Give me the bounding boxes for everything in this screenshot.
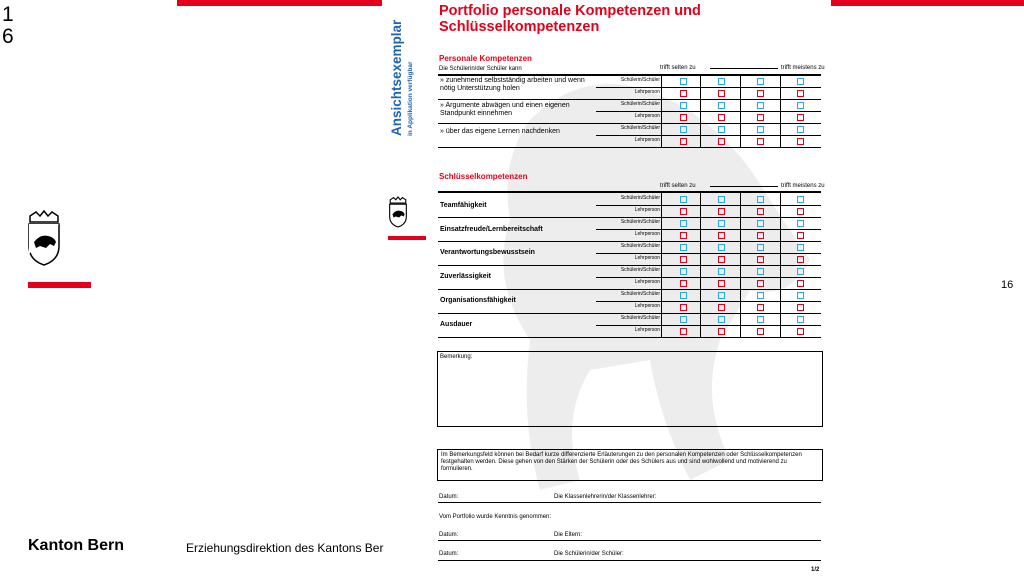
scale-right-label: trifft meistens zu [781, 65, 825, 71]
sig-date-2: Datum: [439, 532, 459, 538]
key-row-3-teacher-label: Lehrperson [634, 255, 660, 261]
sig-date-3: Datum: [439, 551, 459, 557]
personal-row-3-student-checkbox-4[interactable] [797, 126, 804, 133]
key-row-6-teacher-checkbox-4[interactable] [797, 328, 804, 335]
personal-row-2-teacher-label: Lehrperson [634, 113, 660, 119]
key-row-5-teacher-label: Lehrperson [634, 303, 660, 309]
personal-row-1-student-divider [596, 87, 821, 88]
personal-item-3: » über das eigene Lernen nachdenken [440, 128, 560, 135]
personal-row-3-student-divider [596, 135, 821, 136]
personal-item-1: » zunehmend selbstständig arbeiten und wenn nötig Unterstützung holen [440, 77, 585, 92]
key-row-3-teacher-checkbox-3[interactable] [757, 256, 764, 263]
personal-item-2: » Argumente abwägen und einen eigenen Standpunkt einnehmen [440, 102, 570, 117]
key-row-6-student-checkbox-3[interactable] [757, 316, 764, 323]
sig-line-1 [438, 502, 821, 503]
personal-row-3-teacher-checkbox-3[interactable] [757, 138, 764, 145]
key-row-1-student-checkbox-4[interactable] [797, 196, 804, 203]
key-row-1-student-checkbox-2[interactable] [718, 196, 725, 203]
key-row-3-teacher-checkbox-2[interactable] [718, 256, 725, 263]
key-row-5-separator [438, 313, 821, 314]
key-row-5-student-divider [596, 301, 821, 302]
key-row-3-student-label: Schülerin/Schüler [620, 243, 660, 249]
key-row-1-teacher-label: Lehrperson [634, 207, 660, 213]
key-row-4-student-checkbox-2[interactable] [718, 268, 725, 275]
key-row-5-student-checkbox-3[interactable] [757, 292, 764, 299]
key-item-6: Ausdauer [440, 321, 473, 328]
personal-heading: Personale Kompetenzen [439, 54, 532, 63]
personal-row-2-student-checkbox-2[interactable] [718, 102, 725, 109]
key-column-line-3 [740, 193, 741, 337]
key-item-1: Teamfähigkeit [440, 202, 487, 209]
watermark-main: Ansichtsexemplar [389, 19, 404, 136]
logo-red-bar [28, 282, 91, 288]
key-row-4-student-checkbox-1[interactable] [680, 268, 687, 275]
key-row-2-student-label: Schülerin/Schüler [620, 219, 660, 225]
sig-date-1: Datum: [439, 494, 459, 500]
watermark-vertical [388, 8, 416, 136]
key-row-1-student-checkbox-1[interactable] [680, 196, 687, 203]
personal-row-2-student-checkbox-4[interactable] [797, 102, 804, 109]
key-row-1-teacher-checkbox-2[interactable] [718, 208, 725, 215]
key-row-6-teacher-checkbox-1[interactable] [680, 328, 687, 335]
personal-row-2-teacher-checkbox-2[interactable] [718, 114, 725, 121]
personal-row-1-student-checkbox-4[interactable] [797, 78, 804, 85]
key-row-4-separator [438, 289, 821, 290]
personal-row-2-separator [438, 123, 821, 124]
key-top-rule [438, 191, 821, 193]
key-row-3-teacher-checkbox-1[interactable] [680, 256, 687, 263]
key-row-1-teacher-checkbox-3[interactable] [757, 208, 764, 215]
key-row-5-student-checkbox-1[interactable] [680, 292, 687, 299]
personal-row-1-separator [438, 99, 821, 100]
key-row-2-separator [438, 241, 821, 242]
key-row-4-teacher-label: Lehrperson [634, 279, 660, 285]
sig-parents: Die Eltern: [554, 532, 583, 538]
key-row-3-student-checkbox-1[interactable] [680, 244, 687, 251]
key-row-6-student-divider [596, 325, 821, 326]
personal-column-line-2 [700, 75, 701, 147]
sig-teacher: Die Klassenlehrerin/der Klassenlehrer: [554, 494, 657, 500]
footer-org: Kanton Bern [28, 537, 124, 554]
key-row-3-teacher-checkbox-4[interactable] [797, 256, 804, 263]
personal-row-1-teacher-checkbox-2[interactable] [718, 90, 725, 97]
personal-row-3-student-checkbox-2[interactable] [718, 126, 725, 133]
small-logo-red-bar [388, 236, 426, 240]
scale-left-label: trifft selten zu [660, 65, 696, 71]
key-column-line-4 [780, 193, 781, 337]
remark-label: Bemerkung: [440, 354, 473, 360]
key-row-2-student-divider [596, 229, 821, 230]
sig-line-3 [438, 560, 821, 561]
key-row-1-student-checkbox-3[interactable] [757, 196, 764, 203]
key-row-2-student-checkbox-4[interactable] [797, 220, 804, 227]
key-row-2-student-checkbox-3[interactable] [757, 220, 764, 227]
personal-row-2-teacher-checkbox-4[interactable] [797, 114, 804, 121]
personal-column-line-1 [661, 75, 662, 147]
key-row-5-student-label: Schülerin/Schüler [620, 291, 660, 297]
personal-row-1-student-label: Schülerin/Schüler [620, 77, 660, 83]
key-scale-left-label: trifft selten zu [660, 183, 696, 189]
document-title: Portfolio personale Kompetenzen und Schlüsselkompetenzen [439, 3, 701, 35]
key-row-3-student-checkbox-3[interactable] [757, 244, 764, 251]
key-scale-arrow [710, 186, 778, 187]
sig-noted: Vom Portfolio wurde Kenntnis genommen: [439, 514, 552, 520]
personal-row-2-student-checkbox-1[interactable] [680, 102, 687, 109]
personal-row-2-teacher-checkbox-1[interactable] [680, 114, 687, 121]
slide-number: 16 [2, 3, 14, 48]
key-item-4: Zuverlässigkeit [440, 273, 491, 280]
key-row-1-teacher-checkbox-4[interactable] [797, 208, 804, 215]
key-row-4-student-checkbox-4[interactable] [797, 268, 804, 275]
key-row-1-student-divider [596, 205, 821, 206]
key-row-2-teacher-label: Lehrperson [634, 231, 660, 237]
bern-coat-of-arms-small-icon [388, 196, 408, 228]
personal-row-1-teacher-label: Lehrperson [634, 89, 660, 95]
key-row-5-teacher-checkbox-1[interactable] [680, 304, 687, 311]
remark-box[interactable] [437, 351, 823, 427]
key-row-6-teacher-checkbox-3[interactable] [757, 328, 764, 335]
key-row-3-student-checkbox-4[interactable] [797, 244, 804, 251]
key-row-6-student-checkbox-4[interactable] [797, 316, 804, 323]
key-heading: Schlüsselkompetenzen [439, 172, 528, 181]
key-row-5-student-checkbox-4[interactable] [797, 292, 804, 299]
personal-row-1-student-checkbox-1[interactable] [680, 78, 687, 85]
key-row-4-teacher-checkbox-3[interactable] [757, 280, 764, 287]
footer-dept: Erziehungsdirektion des Kantons Ber [186, 541, 384, 555]
key-row-4-teacher-checkbox-4[interactable] [797, 280, 804, 287]
personal-row-3-teacher-checkbox-4[interactable] [797, 138, 804, 145]
scale-arrow [710, 68, 778, 69]
key-row-2-student-checkbox-2[interactable] [718, 220, 725, 227]
key-row-2-teacher-checkbox-1[interactable] [680, 232, 687, 239]
personal-row-1-teacher-checkbox-4[interactable] [797, 90, 804, 97]
personal-row-3-student-checkbox-1[interactable] [680, 126, 687, 133]
key-row-6-teacher-label: Lehrperson [634, 327, 660, 333]
key-row-3-student-divider [596, 253, 821, 254]
personal-row-1-teacher-checkbox-3[interactable] [757, 90, 764, 97]
personal-row-1-student-checkbox-2[interactable] [718, 78, 725, 85]
key-row-6-student-checkbox-2[interactable] [718, 316, 725, 323]
key-row-2-teacher-checkbox-3[interactable] [757, 232, 764, 239]
key-row-4-teacher-checkbox-2[interactable] [718, 280, 725, 287]
key-row-5-teacher-checkbox-4[interactable] [797, 304, 804, 311]
key-row-5-teacher-checkbox-3[interactable] [757, 304, 764, 311]
key-row-6-teacher-checkbox-2[interactable] [718, 328, 725, 335]
personal-row-3-teacher-checkbox-1[interactable] [680, 138, 687, 145]
key-row-4-teacher-checkbox-1[interactable] [680, 280, 687, 287]
key-row-5-student-checkbox-2[interactable] [718, 292, 725, 299]
key-row-2-student-checkbox-1[interactable] [680, 220, 687, 227]
personal-row-2-teacher-checkbox-3[interactable] [757, 114, 764, 121]
key-row-4-student-divider [596, 277, 821, 278]
key-row-2-teacher-checkbox-4[interactable] [797, 232, 804, 239]
key-row-3-separator [438, 265, 821, 266]
personal-row-2-student-divider [596, 111, 821, 112]
key-row-1-student-label: Schülerin/Schüler [620, 195, 660, 201]
key-row-5-teacher-checkbox-2[interactable] [718, 304, 725, 311]
personal-row-3-teacher-checkbox-2[interactable] [718, 138, 725, 145]
key-item-2: Einsatzfreude/Lernbereitschaft [440, 226, 543, 233]
key-item-5: Organisationsfähigkeit [440, 297, 516, 304]
top-red-bar-left [177, 0, 382, 6]
top-red-bar-right [831, 0, 1024, 6]
key-row-1-teacher-checkbox-1[interactable] [680, 208, 687, 215]
key-scale-right-label: trifft meistens zu [781, 183, 825, 189]
key-row-4-student-label: Schülerin/Schüler [620, 267, 660, 273]
key-row-6-separator [438, 337, 821, 338]
key-row-2-teacher-checkbox-2[interactable] [718, 232, 725, 239]
personal-row-3-student-checkbox-3[interactable] [757, 126, 764, 133]
page-number-right: 16 [1001, 279, 1014, 291]
key-row-4-student-checkbox-3[interactable] [757, 268, 764, 275]
personal-intro: Die Schülerin/der Schüler kann [439, 66, 522, 72]
key-column-line-2 [700, 193, 701, 337]
info-box [437, 449, 823, 481]
info-text: Im Bemerkungsfeld können bei Bedarf kurze differenzierte Erläuterungen zu den personalen Kompetenzen oder Schlüsselkompetenzen festgehalten werden. Diese gehen von den Stärken der Schülerin oder des Schülers aus und sind wohlwollend und motivierend zu formulieren. [441, 452, 802, 472]
key-item-3: Verantwortungsbewusstsein [440, 249, 535, 256]
bern-coat-of-arms-icon [26, 210, 62, 266]
personal-row-1-teacher-checkbox-1[interactable] [680, 90, 687, 97]
personal-row-3-student-label: Schülerin/Schüler [620, 125, 660, 131]
page-number: 1/2 [811, 567, 820, 573]
personal-column-line-3 [740, 75, 741, 147]
sig-line-2 [438, 540, 821, 541]
key-row-6-student-checkbox-1[interactable] [680, 316, 687, 323]
key-column-line-1 [661, 193, 662, 337]
key-row-3-student-checkbox-2[interactable] [718, 244, 725, 251]
key-row-1-separator [438, 217, 821, 218]
personal-row-1-student-checkbox-3[interactable] [757, 78, 764, 85]
personal-row-2-student-checkbox-3[interactable] [757, 102, 764, 109]
personal-row-3-separator [438, 147, 821, 148]
sig-student: Die Schülerin/der Schüler: [554, 551, 624, 557]
personal-column-line-4 [780, 75, 781, 147]
personal-row-3-teacher-label: Lehrperson [634, 137, 660, 143]
watermark-sub: in Applikation verfügbar [407, 61, 414, 136]
key-row-6-student-label: Schülerin/Schüler [620, 315, 660, 321]
personal-row-2-student-label: Schülerin/Schüler [620, 101, 660, 107]
